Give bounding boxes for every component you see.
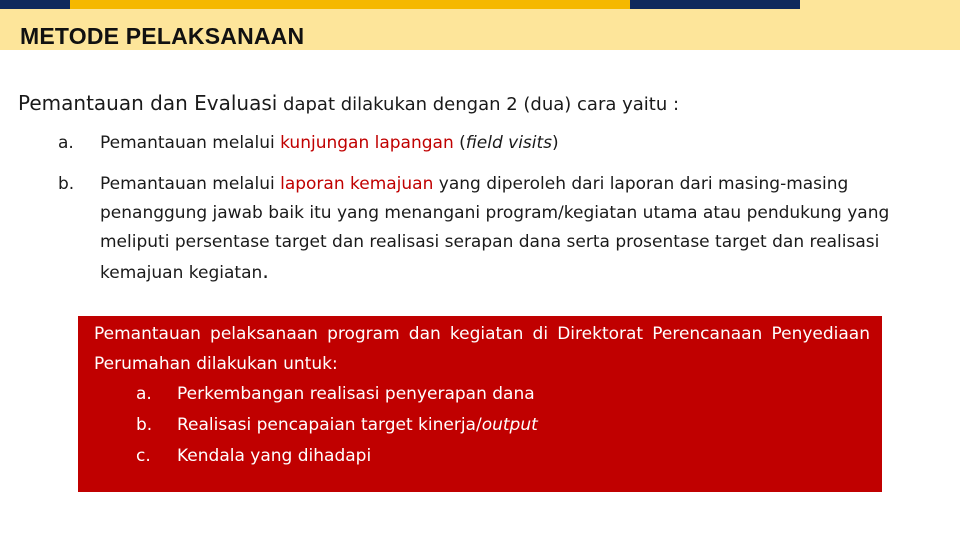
stripe-light bbox=[800, 0, 960, 9]
item-end-period: . bbox=[262, 259, 269, 283]
box-list-marker: c. bbox=[136, 446, 151, 466]
top-decorative-stripes bbox=[0, 0, 960, 9]
item-content bbox=[100, 170, 905, 288]
intro-line bbox=[18, 91, 679, 117]
item-highlight: laporan kemajuan bbox=[280, 174, 434, 194]
box-list-text: Kendala yang dihadapi bbox=[177, 446, 372, 466]
item-text: yang diperoleh dari laporan dari masing-masing penanggung jawab baik itu yang menangani program/kegiatan utama atau pendukung yang meliputi persentase target dan realisasi serapan dana serta prosentase target dan realisasi kemajuan kegiatan bbox=[100, 174, 890, 283]
box-list-text: Perkembangan realisasi penyerapan dana bbox=[177, 384, 535, 404]
item-text: ) bbox=[552, 133, 559, 153]
box-list-text: Realisasi pencapaian target kinerja/ bbox=[177, 415, 482, 435]
box-paragraph: Pemantauan pelaksanaan program dan kegiatan di Direktorat Perencanaan Penyediaan Perumahan dilakukan untuk: bbox=[94, 324, 870, 374]
stripe-gold bbox=[70, 0, 630, 9]
title-bar bbox=[0, 9, 960, 50]
stripe-navy-2 bbox=[630, 0, 800, 9]
item-text: ( bbox=[453, 133, 466, 153]
item-italic: field visits bbox=[465, 133, 553, 153]
item-text: Pemantauan melalui bbox=[100, 174, 281, 194]
box-list-marker: a. bbox=[136, 384, 152, 404]
box-list-marker: b. bbox=[136, 415, 153, 435]
intro-lead: Pemantauan dan Evaluasi bbox=[18, 91, 278, 115]
intro-rest: dapat dilakukan dengan 2 (dua) cara yaitu : bbox=[277, 94, 680, 115]
item-content bbox=[100, 129, 905, 158]
box-list-italic: output bbox=[481, 415, 538, 435]
stripe-navy-1 bbox=[0, 0, 70, 9]
item-highlight: kunjungan lapangan bbox=[280, 133, 454, 153]
item-marker: a. bbox=[58, 133, 74, 153]
item-text: Pemantauan melalui bbox=[100, 133, 281, 153]
box-list-text-wrap bbox=[177, 410, 538, 441]
item-marker: b. bbox=[58, 174, 75, 194]
slide-title: METODE PELAKSANAAN bbox=[20, 23, 305, 49]
highlight-box bbox=[78, 316, 882, 492]
